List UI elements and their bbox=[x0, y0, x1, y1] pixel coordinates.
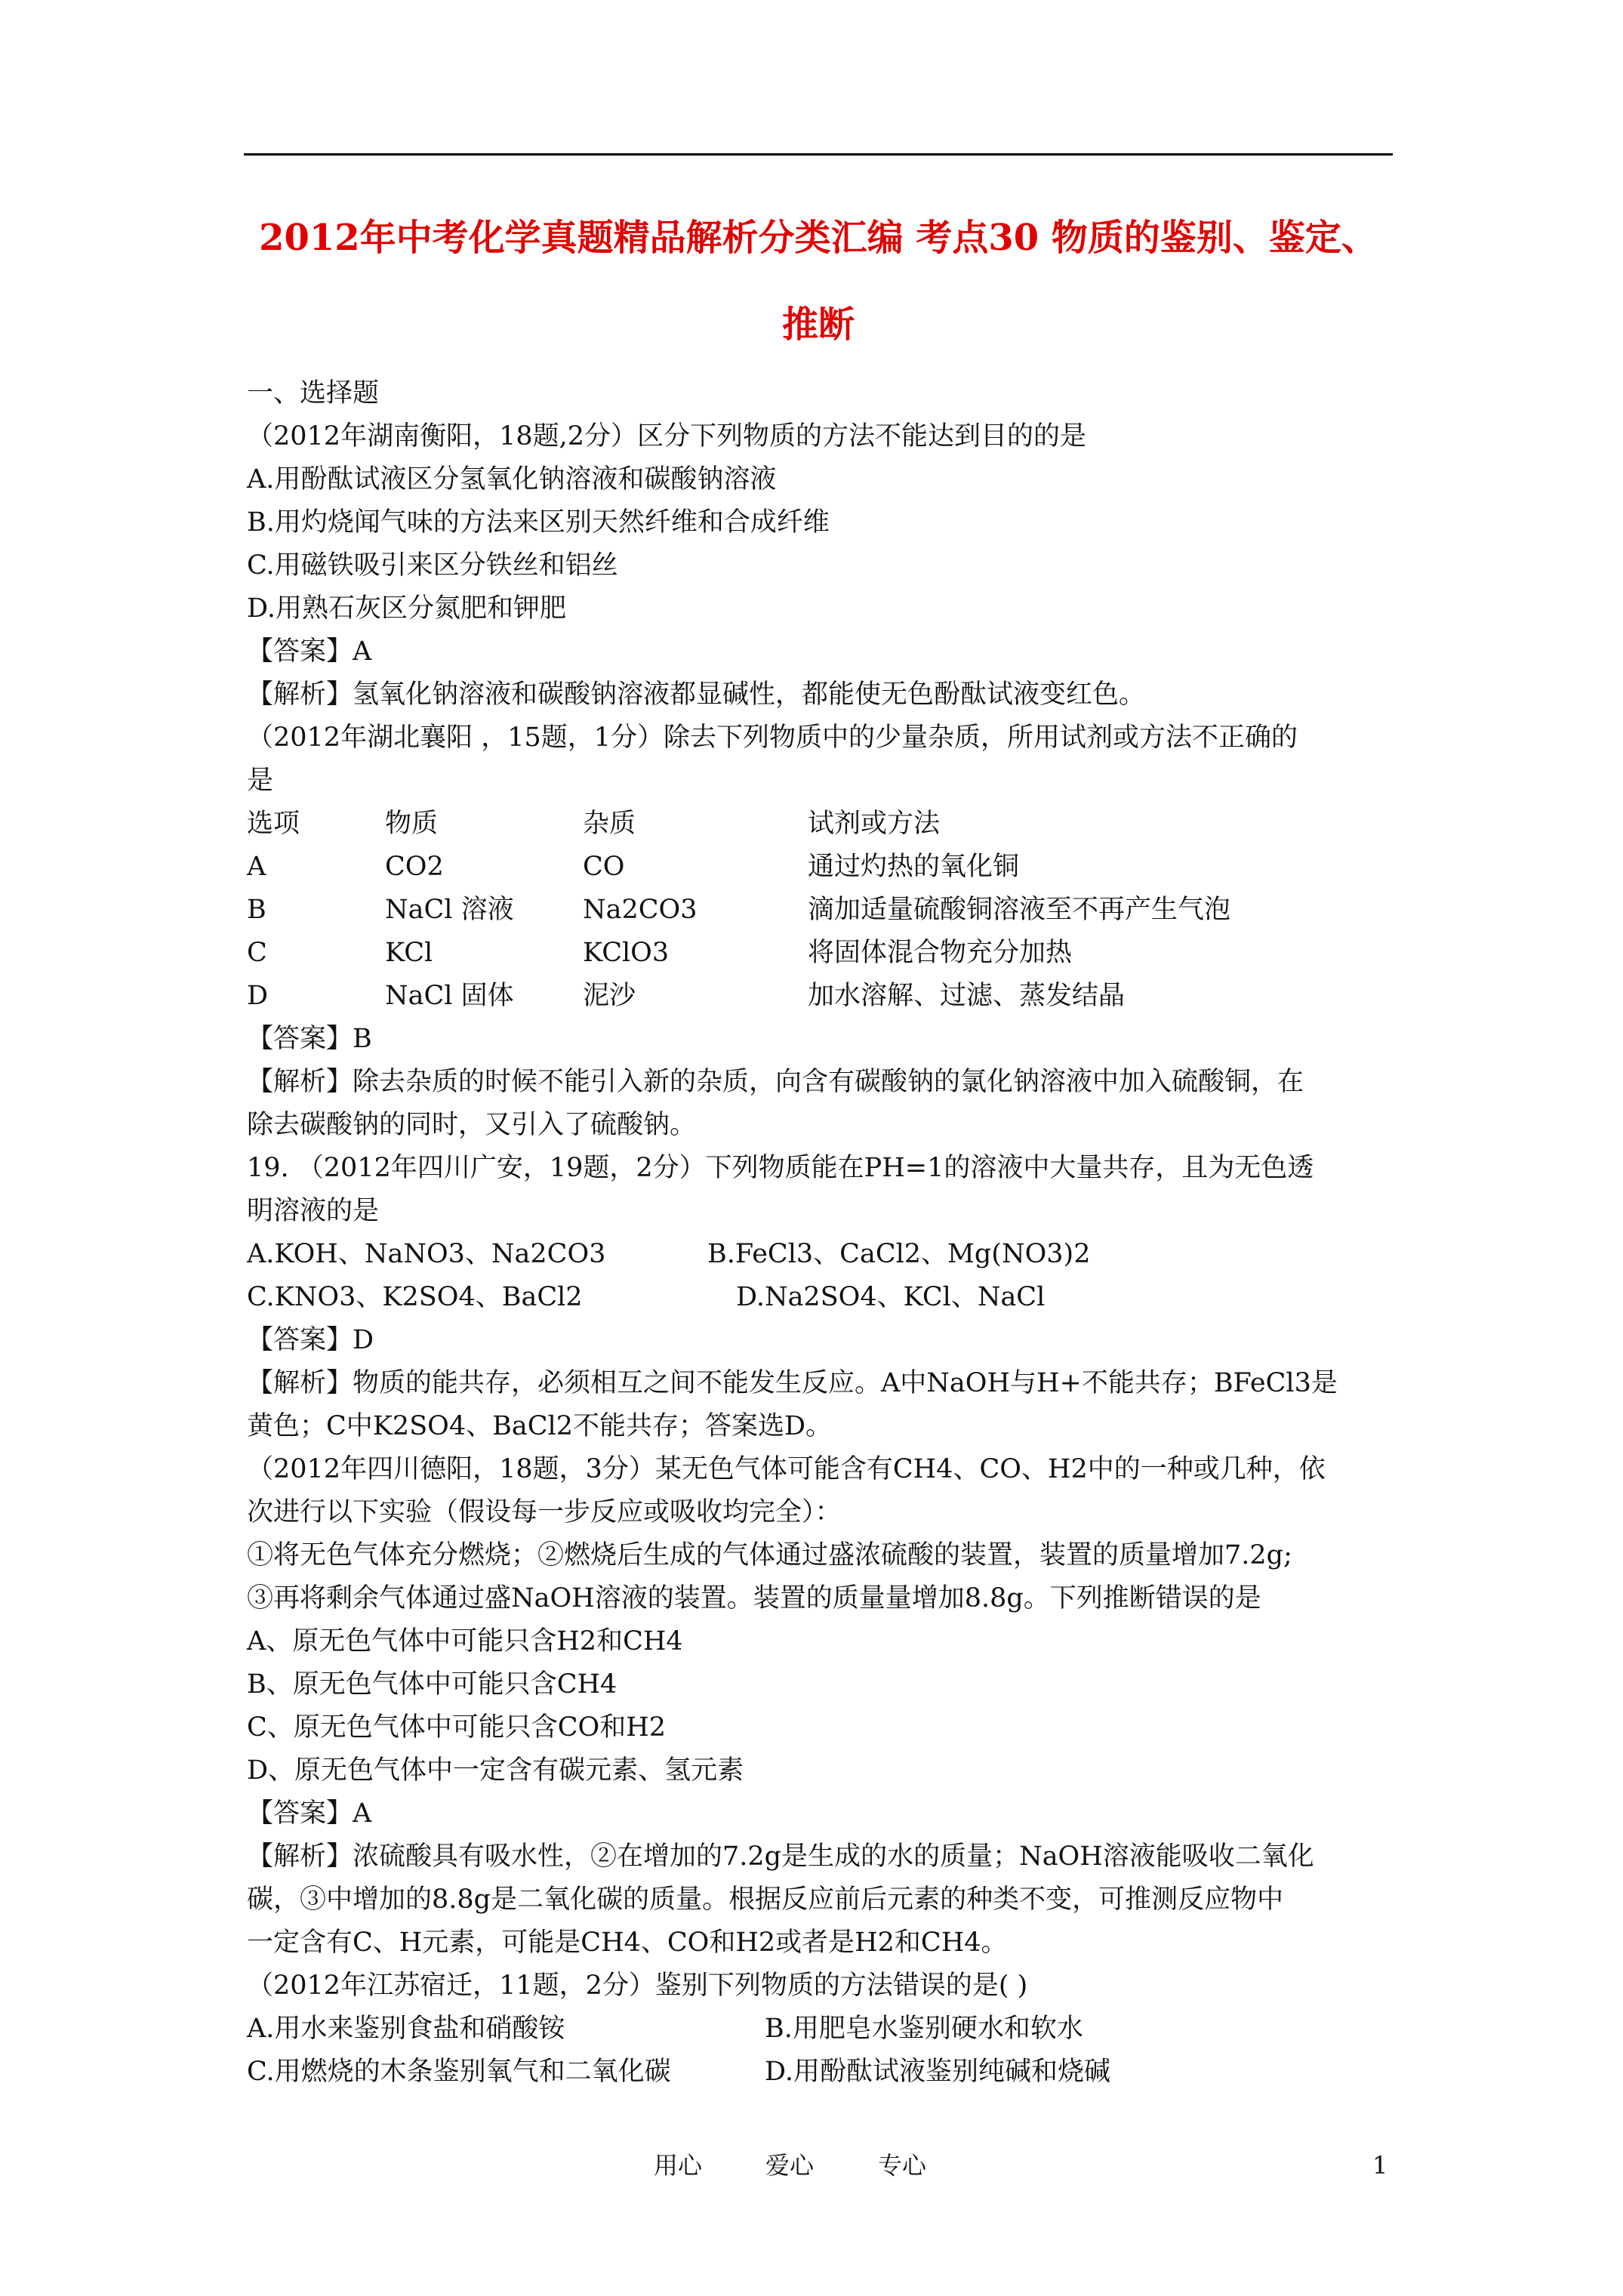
document-title-line2: 推断 bbox=[781, 304, 855, 346]
table-header-substance: 物质 bbox=[385, 809, 439, 839]
answer: 【答案】D bbox=[247, 1325, 374, 1355]
answer: 【答案】A bbox=[247, 636, 372, 667]
table-header-impurity: 杂质 bbox=[583, 809, 636, 839]
footer-word: 用心 bbox=[654, 2151, 703, 2180]
option-b: B.用灼烧闻气味的方法来区别天然纤维和合成纤维 bbox=[247, 507, 830, 538]
option-d: D.用酚酞试液鉴别纯碱和烧碱 bbox=[765, 2057, 1110, 2087]
option-c: C.用磁铁吸引来区分铁丝和铝丝 bbox=[247, 550, 618, 581]
header-rule bbox=[244, 153, 1393, 156]
page-number: 1 bbox=[1372, 2151, 1388, 2180]
analysis-cont: 除去碳酸钠的同时，又引入了硫酸钠。 bbox=[247, 1110, 697, 1140]
table-cell: 通过灼热的氧化铜 bbox=[808, 852, 1020, 882]
question-stem-cont: 是 bbox=[247, 766, 274, 796]
table-cell: C bbox=[247, 938, 267, 968]
footer-word: 爱心 bbox=[765, 2151, 815, 2180]
option-d: D.用熟石灰区分氮肥和钾肥 bbox=[247, 593, 566, 624]
table-cell: NaCl 溶液 bbox=[385, 895, 514, 925]
table-cell: 滴加适量硫酸铜溶液至不再产生气泡 bbox=[808, 895, 1231, 925]
question-stem: （2012年四川德阳，18题，3分）某无色气体可能含有CH4、CO、H2中的一种或几种，依 bbox=[247, 1454, 1326, 1484]
answer: 【答案】B bbox=[247, 1024, 372, 1054]
answer: 【答案】A bbox=[247, 1798, 372, 1829]
option-a: A、原无色气体中可能只含H2和CH4 bbox=[247, 1626, 683, 1657]
table-cell: CO2 bbox=[385, 852, 444, 882]
table-cell: KClO3 bbox=[583, 938, 670, 968]
question-stem: 19. （2012年四川广安，19题，2分）下列物质能在PH=1的溶液中大量共存，且为无色透 bbox=[247, 1153, 1314, 1183]
section-heading: 一、选择题 bbox=[247, 378, 380, 408]
table-header-method: 试剂或方法 bbox=[808, 809, 941, 839]
analysis: 【解析】氢氧化钠溶液和碳酸钠溶液都显碱性，都能使无色酚酞试液变红色。 bbox=[247, 680, 1146, 710]
option-b: B、原无色气体中可能只含CH4 bbox=[247, 1669, 617, 1700]
option-b: B.用肥皂水鉴别硬水和软水 bbox=[765, 2014, 1083, 2044]
option-a: A.KOH、NaNO3、Na2CO3 bbox=[247, 1239, 606, 1269]
analysis: 【解析】物质的能共存，必须相互之间不能发生反应。A中NaOH与H+不能共存；BFeCl3是 bbox=[247, 1368, 1338, 1398]
table-header-option: 选项 bbox=[247, 809, 300, 839]
table-cell: CO bbox=[583, 852, 625, 882]
analysis: 【解析】浓硫酸具有吸水性，②在增加的7.2g是生成的水的质量；NaOH溶液能吸收二氧化 bbox=[247, 1841, 1314, 1872]
table-cell: NaCl 固体 bbox=[385, 981, 514, 1011]
question-stem-cont: 明溶液的是 bbox=[247, 1196, 380, 1226]
table-cell: Na2CO3 bbox=[583, 895, 698, 925]
table-cell: KCl bbox=[385, 938, 433, 968]
option-a: A.用水来鉴别食盐和硝酸铵 bbox=[247, 2014, 565, 2044]
option-d: D、原无色气体中一定含有碳元素、氢元素 bbox=[247, 1755, 744, 1786]
question-stem: （2012年湖南衡阳，18题,2分）区分下列物质的方法不能达到目的的是 bbox=[247, 421, 1087, 451]
option-c: C、原无色气体中可能只含CO和H2 bbox=[247, 1712, 667, 1743]
table-cell: 加水溶解、过滤、蒸发结晶 bbox=[808, 981, 1126, 1011]
option-d: D.Na2SO4、KCl、NaCl bbox=[736, 1282, 1046, 1312]
question-stem-cont: ③再将剩余气体通过盛NaOH溶液的装置。装置的质量量增加8.8g。下列推断错误的是 bbox=[247, 1583, 1261, 1613]
table-cell: D bbox=[247, 981, 269, 1011]
question-stem: （2012年江苏宿迁，11题，2分）鉴别下列物质的方法错误的是( ) bbox=[247, 1971, 1028, 2001]
option-a: A.用酚酞试液区分氢氧化钠溶液和碳酸钠溶液 bbox=[247, 464, 777, 495]
table-cell: B bbox=[247, 895, 266, 925]
footer-word: 专心 bbox=[878, 2151, 927, 2180]
question-stem-cont: ①将无色气体充分燃烧；②燃烧后生成的气体通过盛浓硫酸的装置，装置的质量增加7.2g; bbox=[247, 1540, 1292, 1570]
option-b: B.FeCl3、CaCl2、Mg(NO3)2 bbox=[707, 1239, 1091, 1269]
analysis-cont: 黄色；C中K2SO4、BaCl2不能共存；答案选D。 bbox=[247, 1411, 833, 1441]
option-c: C.用燃烧的木条鉴别氧气和二氧化碳 bbox=[247, 2057, 671, 2087]
document-title-line1: 2012年中考化学真题精品解析分类汇编 考点30 物质的鉴别、鉴定、 bbox=[259, 217, 1378, 259]
analysis: 【解析】除去杂质的时候不能引入新的杂质，向含有碳酸钠的氯化钠溶液中加入硫酸铜，在 bbox=[247, 1067, 1304, 1097]
question-stem-cont: 次进行以下实验（假设每一步反应或吸收均完全）： bbox=[247, 1497, 842, 1527]
analysis-cont: 一定含有C、H元素，可能是CH4、CO和H2或者是H2和CH4。 bbox=[247, 1928, 1008, 1958]
option-c: C.KNO3、K2SO4、BaCl2 bbox=[247, 1282, 583, 1312]
question-stem: （2012年湖北襄阳 ，15题，1分）除去下列物质中的少量杂质，所用试剂或方法不正确的 bbox=[247, 723, 1298, 753]
table-cell: 泥沙 bbox=[583, 981, 636, 1011]
analysis-cont: 碳，③中增加的8.8g是二氧化碳的质量。根据反应前后元素的种类不变，可推测反应物中 bbox=[247, 1885, 1284, 1915]
table-cell: 将固体混合物充分加热 bbox=[808, 938, 1073, 968]
table-cell: A bbox=[247, 852, 266, 882]
